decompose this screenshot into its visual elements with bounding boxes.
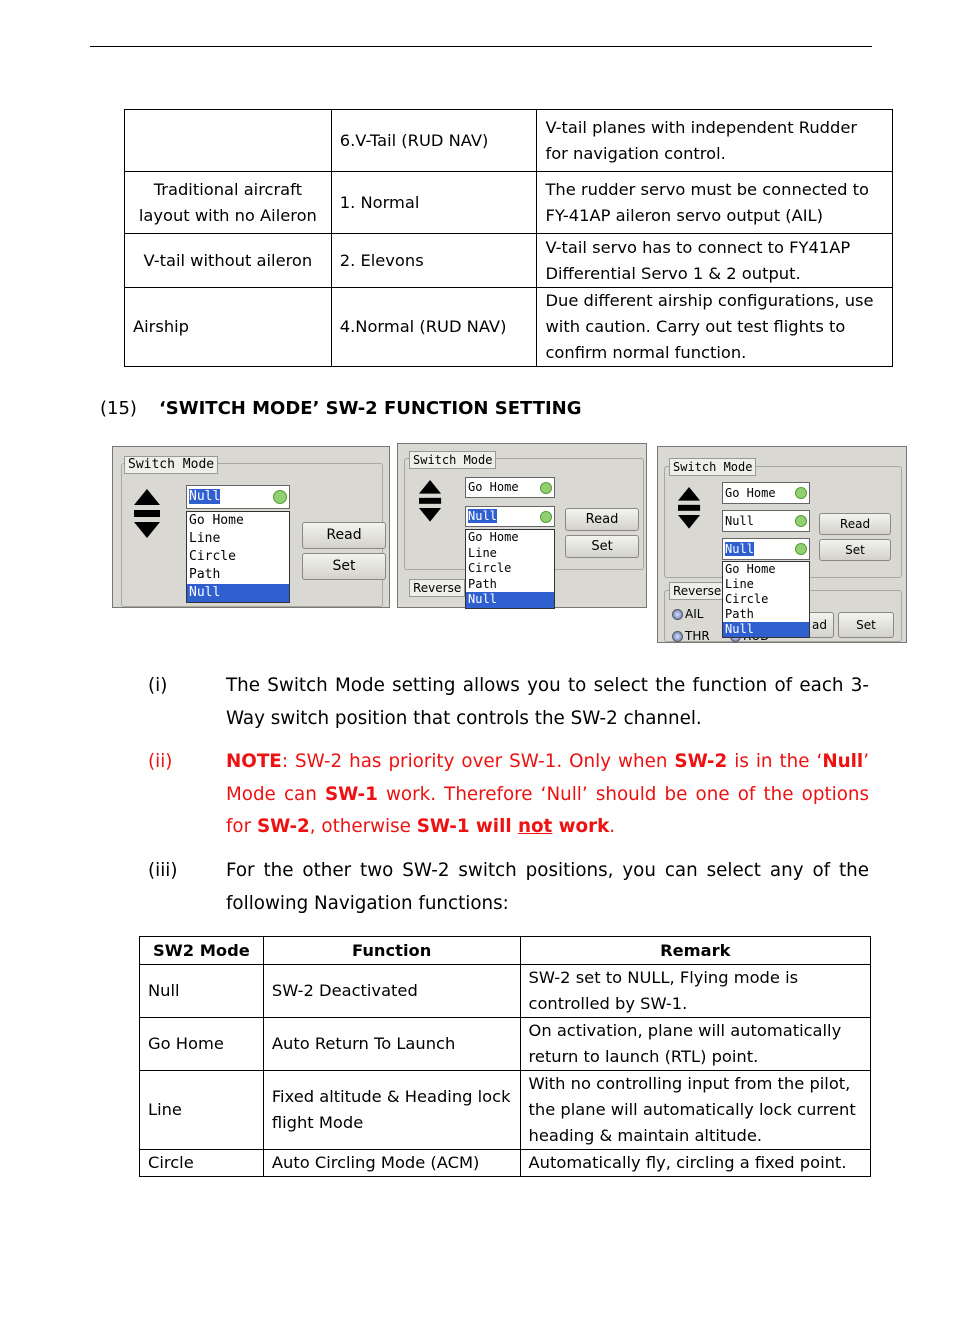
table-cell: On activation, plane will automatically return to launch (RTL) point.	[520, 1018, 870, 1071]
list-item[interactable]: Null	[723, 622, 809, 637]
switch-mode-panel-2	[397, 443, 647, 608]
paragraph-ii-note	[148, 746, 869, 844]
group-title: Switch Mode	[409, 451, 496, 469]
mode-dropdown-list[interactable]	[186, 511, 290, 603]
table-row	[125, 234, 893, 288]
group-title: Switch Mode	[669, 458, 756, 476]
list-item[interactable]: Go Home	[725, 562, 776, 576]
table-cell: Airship	[125, 288, 332, 367]
group-title: Switch Mode	[124, 456, 218, 474]
dropdown-knob-icon[interactable]	[795, 543, 807, 555]
item-text: The Switch Mode setting allows you to select the function of each 3-Way switch position that controls the SW-2 channel.	[226, 675, 869, 729]
table-cell: V-tail planes with independent Rudder for navigation control.	[537, 110, 893, 172]
arrow-down-icon	[678, 515, 700, 529]
arrow-up-icon	[419, 480, 441, 494]
mode-dropdown-list[interactable]	[722, 561, 810, 638]
list-item[interactable]: Circle	[189, 549, 236, 564]
read-button[interactable]: Read	[565, 508, 639, 531]
list-item[interactable]: Path	[189, 567, 221, 582]
radio-thr[interactable]	[672, 629, 710, 643]
switch-position-arrows	[419, 480, 441, 522]
table-cell: Auto Return To Launch	[263, 1018, 520, 1071]
table-cell: 6.V-Tail (RUD NAV)	[331, 110, 537, 172]
table-cell: Line	[140, 1071, 264, 1150]
go-home-select[interactable]	[465, 477, 555, 498]
table-cell: V-tail without aileron	[125, 234, 332, 288]
list-item[interactable]: Circle	[725, 592, 769, 606]
position-bar-icon	[134, 510, 160, 517]
radio-icon[interactable]	[672, 609, 683, 620]
selected-value: Null	[725, 542, 754, 556]
column-header: SW2 Mode	[140, 937, 264, 965]
text-run: , otherwise	[309, 816, 417, 837]
table-cell: 4.Normal (RUD NAV)	[331, 288, 537, 367]
selected-value: Null	[725, 514, 754, 528]
list-item[interactable]: Circle	[468, 561, 512, 575]
item-label: (ii)	[148, 751, 173, 772]
table-cell: Null	[140, 965, 264, 1018]
list-item[interactable]: Path	[468, 576, 497, 591]
set-button[interactable]: Set	[565, 535, 639, 558]
section-title: ‘SWITCH MODE’ SW-2 FUNCTION SETTING	[158, 398, 582, 419]
table-cell: 2. Elevons	[331, 234, 537, 288]
text-run: not	[517, 816, 553, 837]
text-run: is in the ‘	[727, 751, 823, 772]
go-home-select[interactable]	[722, 482, 810, 504]
list-item[interactable]: Null	[466, 592, 554, 608]
text-run: ’ Mode can	[226, 751, 870, 805]
table-row	[140, 1071, 871, 1150]
table-row	[125, 172, 893, 234]
section-heading	[100, 398, 582, 419]
table-row	[140, 1150, 871, 1177]
selected-value: Null	[189, 489, 221, 504]
switch-mode-panel-1	[112, 446, 390, 608]
item-label: (iii)	[148, 860, 178, 881]
list-item[interactable]: Go Home	[468, 530, 519, 544]
reverse-set-button[interactable]: Set	[838, 612, 894, 638]
mode-select[interactable]	[186, 485, 290, 509]
mode-select[interactable]	[722, 538, 810, 560]
radio-label: AIL	[685, 607, 704, 621]
table-cell	[125, 110, 332, 172]
item-label: (i)	[148, 675, 168, 696]
sw2-mode-table	[139, 936, 871, 1177]
header-rule	[90, 46, 872, 47]
arrow-up-icon	[678, 487, 700, 501]
switch-position-arrows	[678, 487, 700, 529]
table-cell: V-tail servo has to connect to FY41AP Differential Servo 1 & 2 output.	[537, 234, 893, 288]
dropdown-knob-icon[interactable]	[795, 515, 807, 527]
set-button[interactable]: Set	[819, 539, 891, 561]
mode-dropdown-list[interactable]	[465, 529, 555, 609]
text-run: work	[552, 816, 610, 837]
text-run: SW-1	[324, 783, 378, 805]
text-run: SW-2	[256, 816, 310, 837]
text-run: .	[609, 816, 616, 837]
table-cell: The rudder servo must be connected to FY-41AP aileron servo output (AIL)	[537, 172, 893, 234]
table-header-row	[140, 937, 871, 965]
radio-icon[interactable]	[672, 631, 683, 642]
radio-label: THR	[685, 629, 710, 643]
position-bar-icon	[419, 498, 441, 504]
switch-mode-panel-3	[657, 446, 907, 643]
section-number: (15)	[100, 398, 137, 419]
selected-value: Null	[468, 509, 497, 523]
switch-position-arrows	[134, 489, 160, 538]
paragraph-iii	[148, 855, 869, 920]
radio-ail[interactable]	[672, 607, 703, 621]
aircraft-type-table	[124, 109, 893, 367]
dropdown-knob-icon[interactable]	[540, 511, 552, 523]
list-item[interactable]: Go Home	[189, 513, 244, 528]
mode-select[interactable]	[465, 506, 555, 527]
paragraph-i	[148, 670, 869, 735]
table-cell: Traditional aircraft layout with no Aileron	[125, 172, 332, 234]
reverse-group-title: Reverse	[409, 579, 465, 597]
dropdown-knob-icon[interactable]	[795, 487, 807, 499]
list-item[interactable]: Line	[189, 531, 221, 546]
item-text	[226, 746, 869, 844]
text-run: work. Therefore ‘Null’ should be one of the options for	[226, 783, 869, 837]
table-cell: Due different airship configurations, use with caution. Carry out test flights to confirm normal function.	[537, 288, 893, 367]
selected-value: Go Home	[725, 486, 776, 500]
text-run: Null	[822, 751, 864, 772]
note-label: NOTE	[226, 751, 282, 772]
table-cell: Go Home	[140, 1018, 264, 1071]
reverse-group-title: Reverse	[669, 582, 725, 600]
table-cell: SW-2 Deactivated	[263, 965, 520, 1018]
table-cell: Circle	[140, 1150, 264, 1177]
arrow-down-icon	[419, 508, 441, 522]
table-row	[125, 288, 893, 367]
dropdown-knob-icon[interactable]	[540, 482, 552, 494]
position-bar-icon	[678, 505, 700, 511]
table-row	[140, 965, 871, 1018]
text-run: : SW-2 has priority over SW-1. Only when	[281, 751, 675, 772]
table-cell: SW-2 set to NULL, Flying mode is controlled by SW-1.	[520, 965, 870, 1018]
read-button[interactable]: Read	[302, 522, 386, 549]
table-cell: Automatically fly, circling a fixed point.	[520, 1150, 870, 1177]
table-cell: Fixed altitude & Heading lock flight Mode	[263, 1071, 520, 1150]
table-row	[140, 1018, 871, 1071]
list-item[interactable]: Line	[468, 545, 497, 560]
text-run: SW-2	[674, 751, 728, 772]
arrow-up-icon	[134, 489, 160, 505]
null-select[interactable]	[722, 510, 810, 532]
item-text: For the other two SW-2 switch positions, you can select any of the following Navigation functions:	[226, 860, 869, 914]
table-cell: 1. Normal	[331, 172, 537, 234]
read-button[interactable]: Read	[819, 513, 891, 535]
selected-value: Go Home	[468, 480, 519, 494]
text-run: SW-1 will	[416, 816, 518, 837]
table-row	[125, 110, 893, 172]
list-item[interactable]: Null	[187, 584, 289, 602]
table-cell: With no controlling input from the pilot, the plane will automatically lock current heading & maintain altitude.	[520, 1071, 870, 1150]
column-header: Function	[263, 937, 520, 965]
set-button[interactable]: Set	[302, 553, 386, 580]
list-item[interactable]: Path	[725, 607, 754, 621]
list-item[interactable]: Line	[725, 577, 754, 591]
dropdown-knob-icon[interactable]	[273, 490, 287, 504]
table-cell: Auto Circling Mode (ACM)	[263, 1150, 520, 1177]
button-label: ad	[812, 618, 827, 632]
arrow-down-icon	[134, 522, 160, 538]
column-header: Remark	[520, 937, 870, 965]
